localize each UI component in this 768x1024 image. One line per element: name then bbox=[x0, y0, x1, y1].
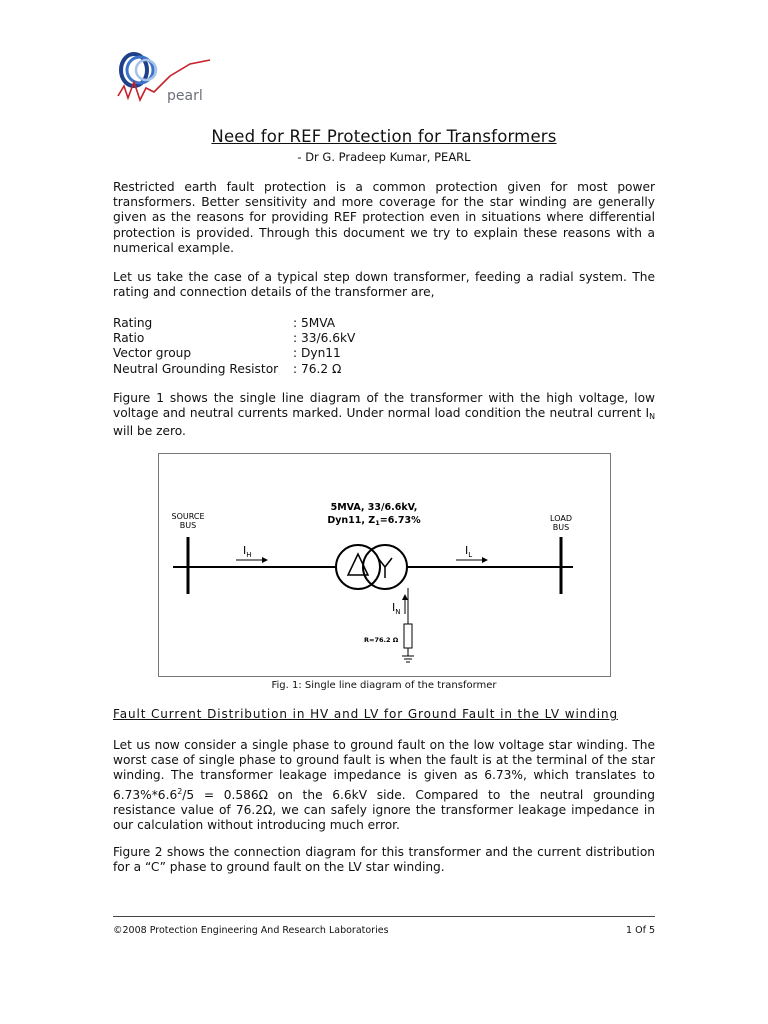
il-arrowhead bbox=[482, 557, 488, 563]
in-label: $I_N$ bbox=[392, 601, 401, 616]
figure-1-caption: Fig. 1: Single line diagram of the transformer bbox=[271, 680, 497, 691]
resistor-label: R=76.2 Ω bbox=[364, 636, 399, 644]
ih-label: $I_H$ bbox=[243, 544, 252, 559]
example-paragraph: Let us take the case of a typical step down transformer, feeding a radial system. The rating and connection details of the transformer are, bbox=[113, 270, 655, 300]
section-heading: Fault Current Distribution in HV and LV for Ground Fault in the LV winding bbox=[113, 707, 618, 721]
author-line: - Dr G. Pradeep Kumar, PEARL bbox=[297, 150, 471, 164]
figure-2-paragraph: Figure 2 shows the connection diagram for this transformer and the current distribution for a “C” phase to ground fault on the LV star winding. bbox=[113, 845, 655, 875]
spec-key: Rating bbox=[113, 316, 153, 330]
fault-paragraph bbox=[113, 738, 655, 833]
spec-key: Ratio bbox=[113, 331, 145, 346]
footer-copyright: ©2008 Protection Engineering And Research Laboratories bbox=[113, 925, 389, 936]
il-label: $I_L$ bbox=[465, 544, 473, 559]
ih-arrowhead bbox=[262, 557, 268, 563]
source-bus-label: SOURCE bbox=[171, 512, 205, 521]
in-arrowhead bbox=[402, 594, 408, 600]
page-number: 1 Of 5 bbox=[626, 925, 655, 936]
transformer-rating: 5MVA, 33/6.6kV, bbox=[330, 502, 418, 513]
source-bus-label-2: BUS bbox=[179, 521, 197, 530]
page-title: Need for REF Protection for Transformers bbox=[211, 127, 557, 146]
fault-superscript: 2 bbox=[177, 786, 183, 796]
spec-value: : 33/6.6kV bbox=[293, 331, 356, 346]
load-bus-label-2: BUS bbox=[552, 523, 570, 532]
spec-key: Vector group bbox=[113, 346, 192, 361]
spec-value: : Dyn11 bbox=[293, 346, 341, 361]
spec-value: : 76.2 Ω bbox=[293, 361, 342, 376]
delta-winding-circle bbox=[336, 545, 380, 589]
figure-intro-tail: will be zero. bbox=[113, 424, 186, 439]
fault-text-b: /5 = 0.586Ω on the 6.6kV side. Compared to the neutral grounding resistance value of 76.2Ω, we can safely ignore the transformer leakage impedance in our calculation without introducing much error. bbox=[113, 787, 655, 833]
neutral-current-subscript: N bbox=[649, 412, 655, 422]
load-bus-label: LOAD bbox=[550, 514, 572, 523]
transformer-impedance: Dyn11, $Z_1=6.73\%$ bbox=[327, 515, 421, 527]
logo-text: pearl bbox=[167, 88, 203, 104]
single-line-diagram bbox=[159, 454, 610, 676]
star-arm-right bbox=[385, 558, 392, 567]
intro-paragraph: Restricted earth fault protection is a common protection given for most power transformers. Better sensitivity and more coverage for the star winding are generally given as the reasons for providing REF protection even in situations where differential protection is provided. Through this document we try to explain these reasons with a numerical example. bbox=[113, 180, 655, 255]
figure-1-frame bbox=[158, 453, 611, 677]
fault-text-a: Let us now consider a single phase to ground fault on the low voltage star winding. The worst case of single phase to ground fault is when the fault is at the terminal of the star winding. The transformer leakage impedance is given as 6.73%, which translates to 6.73%*6.6 bbox=[113, 738, 655, 802]
figure-intro-paragraph bbox=[113, 391, 655, 440]
pearl-logo bbox=[110, 46, 220, 114]
grounding-resistor bbox=[404, 624, 412, 648]
spec-key: Neutral Grounding Resistor bbox=[113, 361, 279, 376]
footer-divider bbox=[113, 916, 655, 917]
spec-value: : 5MVA bbox=[293, 316, 336, 330]
figure-intro-text: Figure 1 shows the single line diagram of the transformer with the high voltage, low voltage and neutral currents marked. Under normal load condition the neutral current I bbox=[113, 391, 655, 421]
